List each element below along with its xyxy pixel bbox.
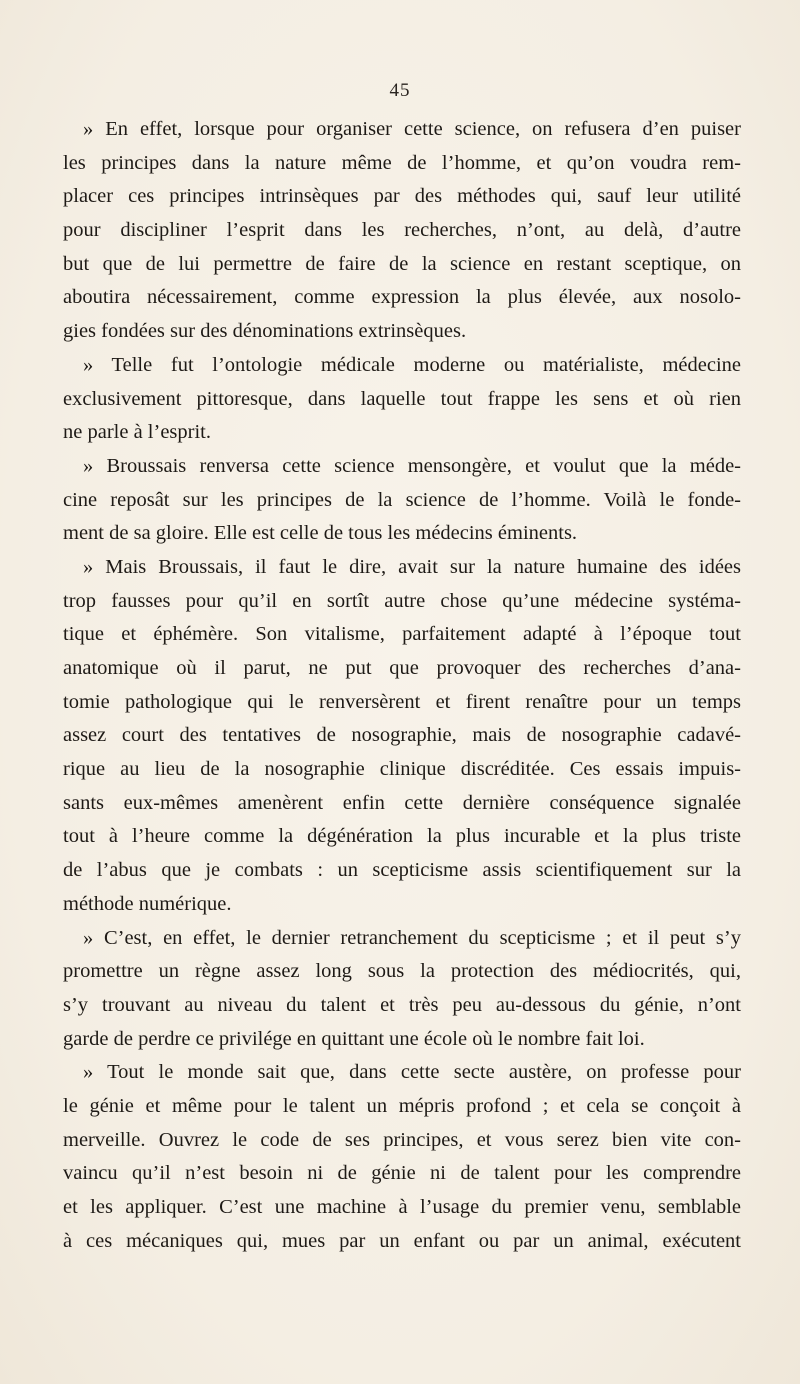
text-line: promettre un règne assez long sous la protection des médiocrités, qui, [63,960,741,983]
text-line: tique et éphémère. Son vitalisme, parfaitement adapté à l’époque tout [63,623,741,646]
text-line: trop fausses pour qu’il en sortît autre chose qu’une médecine systéma- [63,589,741,612]
body-text [63,113,741,1258]
page-number: 45 [389,80,411,101]
text-line: de l’abus que je combats : un scepticisme assis scientifiquement sur la [63,859,741,882]
text-line: » Telle fut l’ontologie médicale moderne ou matérialiste, médecine [83,353,741,376]
text-line: le génie et même pour le talent un mépris profond ; et cela se conçoit à [63,1094,741,1117]
text-line: garde de perdre ce privilége en quittant une école où le nombre fait loi. [63,1027,645,1050]
text-line: cine reposât sur les principes de la science de l’homme. Voilà le fonde- [63,488,741,511]
text-line: vaincu qu’il n’est besoin ni de génie ni de talent pour les comprendre [63,1162,741,1185]
text-line: placer ces principes intrinsèques par des méthodes qui, sauf leur utilité [63,185,741,208]
text-line: tomie pathologique qui le renversèrent et firent renaître pour un temps [63,690,741,713]
text-line: tout à l’heure comme la dégénération la plus incurable et la plus triste [63,825,741,848]
text-line: assez court des tentatives de nosographie, mais de nosographie cadavé- [63,724,741,747]
text-line: aboutira nécessairement, comme expression la plus élevée, aux nosolo- [63,286,741,309]
text-line: » Tout le monde sait que, dans cette secte austère, on professe pour [83,1061,741,1084]
text-line: » Mais Broussais, il faut le dire, avait sur la nature humaine des idées [83,555,741,578]
text-line: s’y trouvant au niveau du talent et très peu au-dessous du génie, n’ont [63,993,741,1016]
text-line: méthode numérique. [63,892,232,915]
text-line: anatomique où il parut, ne put que provoquer des recherches d’ana- [63,657,741,679]
text-line: et les appliquer. C’est une machine à l’usage du premier venu, semblable [63,1196,741,1218]
text-line: but que de lui permettre de faire de la science en restant sceptique, on [63,252,741,275]
text-line: rique au lieu de la nosographie clinique discréditée. Ces essais impuis- [63,758,741,781]
text-line: ne parle à l’esprit. [63,421,211,444]
text-line: exclusivement pittoresque, dans laquelle tout frappe les sens et où rien [63,387,741,410]
text-line: » C’est, en effet, le dernier retranchement du scepticisme ; et il peut s’y [83,926,741,949]
text-line: pour discipliner l’esprit dans les recherches, n’ont, au delà, d’autre [63,219,741,242]
text-line: » En effet, lorsque pour organiser cette science, on refusera d’en puiser [83,118,741,140]
text-line: gies fondées sur des dénominations extrinsèques. [63,320,467,343]
text-line: les principes dans la nature même de l’homme, et qu’on voudra rem- [63,151,741,174]
text-line: » Broussais renversa cette science mensongère, et voulut que la méde- [83,454,741,477]
text-line: sants eux-mêmes amenèrent enfin cette dernière conséquence signalée [63,791,741,814]
text-line: merveille. Ouvrez le code de ses principes, et vous serez bien vite con- [63,1128,741,1151]
text-line: ment de sa gloire. Elle est celle de tous les médecins éminents. [63,522,578,545]
text-line: à ces mécaniques qui, mues par un enfant ou par un animal, exécutent [63,1229,741,1252]
